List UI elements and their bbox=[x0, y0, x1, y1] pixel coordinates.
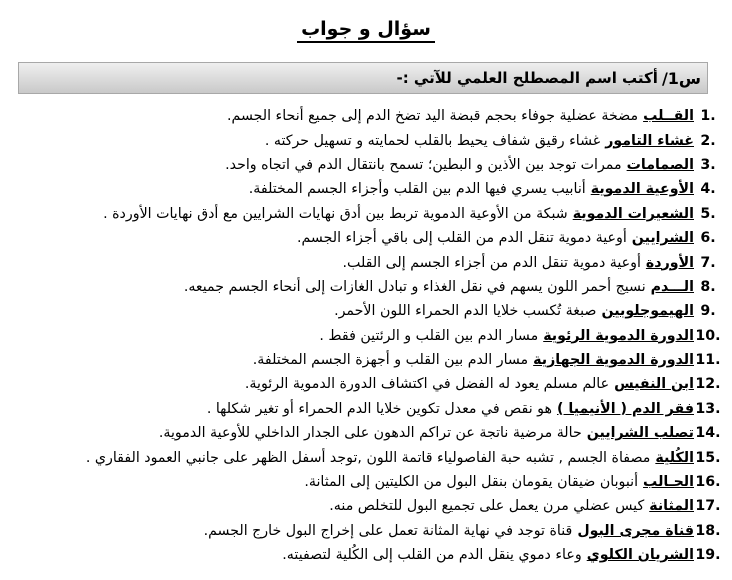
question-text: أكتب اسم المصطلح العلمي للآتي :- bbox=[396, 69, 658, 87]
list-item bbox=[10, 397, 722, 421]
list-item bbox=[10, 372, 722, 396]
item-term: ابن النفيس bbox=[614, 376, 694, 393]
item-definition: عالم مسلم يعود له الفضل في اكتشاف الدورة الدموية الرئوية. bbox=[244, 376, 610, 393]
item-number: 12. bbox=[695, 376, 721, 393]
list-item bbox=[10, 104, 722, 128]
list-item bbox=[10, 153, 722, 177]
item-definition: نسيج أحمر اللون يسهم في نقل الغذاء و تبادل الغازات إلى أنحاء الجسم جميعه. bbox=[183, 278, 646, 295]
list-item bbox=[10, 519, 722, 543]
list-item bbox=[10, 299, 722, 323]
list-item bbox=[10, 324, 722, 348]
item-definition: كيس عضلي مرن يعمل على تجميع البول للتخلص منه. bbox=[329, 498, 645, 515]
item-definition: حالة مرضية ناتجة عن تراكم الدهون على الجدار الداخلي للأوعية الدموية. bbox=[158, 425, 582, 442]
item-definition: ممرات توجد بين الأذين و البطين؛ تسمح بانتقال الدم في اتجاه واحد. bbox=[225, 156, 622, 173]
item-number: 3. bbox=[700, 156, 716, 173]
item-number: 18. bbox=[695, 522, 721, 539]
item-number: 11. bbox=[695, 352, 721, 369]
item-number: 8. bbox=[700, 278, 716, 295]
item-number: 19. bbox=[695, 547, 721, 564]
item-definition: مسار الدم بين القلب و أجهزة الجسم المختلفة. bbox=[252, 352, 529, 369]
item-definition: غشاء رقيق شفاف يحيط بالقلب لحمايته و تسهيل حركته . bbox=[264, 132, 601, 149]
item-term: تصلب الشرايين bbox=[586, 425, 694, 442]
item-term: الـــدم bbox=[650, 278, 694, 295]
item-number: 17. bbox=[695, 498, 721, 515]
list-item bbox=[10, 421, 722, 445]
item-definition: مسار الدم بين القلب و الرئتين فقط . bbox=[319, 327, 539, 344]
item-number: 1. bbox=[700, 108, 716, 125]
page-title-text: سؤال و جواب bbox=[297, 18, 435, 43]
item-number: 16. bbox=[695, 474, 721, 491]
item-definition: شبكة من الأوعية الدموية تربط بين أدق نهايات الشرايين مع أدق نهايات الأوردة . bbox=[103, 205, 568, 222]
item-term: غشاء التامور bbox=[605, 132, 694, 149]
item-number: 14. bbox=[695, 425, 721, 442]
item-term: المثانة bbox=[649, 498, 694, 515]
item-term: الشعيرات الدموية bbox=[572, 205, 694, 222]
question-header bbox=[18, 62, 708, 94]
item-term: الأوردة bbox=[645, 254, 694, 271]
list-item bbox=[10, 470, 722, 494]
item-number: 13. bbox=[695, 400, 721, 417]
item-number: 15. bbox=[695, 449, 721, 466]
item-definition: هو نقص في معدل تكوين خلايا الدم الحمراء أو تغير شكلها . bbox=[206, 400, 552, 417]
item-term: الشريان الكلوي bbox=[586, 547, 694, 564]
list-item bbox=[10, 250, 722, 274]
list-item bbox=[10, 202, 722, 226]
item-number: 9. bbox=[700, 303, 716, 320]
item-term: الدورة الدموية الرئوية bbox=[543, 327, 694, 344]
item-term: الصمامات bbox=[626, 156, 694, 173]
item-definition: أنبوبان ضيقان يقومان بنقل البول من الكليتين إلى المثانة. bbox=[304, 474, 639, 491]
list-item bbox=[10, 226, 722, 250]
list-item bbox=[10, 543, 722, 567]
terms-list bbox=[10, 104, 722, 567]
page-title bbox=[0, 18, 732, 40]
item-number: 5. bbox=[700, 205, 716, 222]
list-item bbox=[10, 445, 722, 469]
item-term: الحـالب bbox=[643, 474, 694, 491]
item-definition: وعاء دموي ينقل الدم من القلب إلى الكُلية لتصفيته. bbox=[282, 547, 582, 564]
item-term: الدورة الدموية الجهازية bbox=[533, 352, 694, 369]
item-definition: مضخة عضلية جوفاء بحجم قبضة اليد تضخ الدم إلى جميع أنحاء الجسم. bbox=[227, 108, 639, 125]
question-label: س1/ bbox=[661, 68, 701, 88]
list-item bbox=[10, 348, 722, 372]
item-definition: قناة توجد في نهاية المثانة تعمل على إخراج البول خارج الجسم. bbox=[203, 522, 573, 539]
list-item bbox=[10, 494, 722, 518]
item-definition: صبغة تُكسب خلايا الدم الحمراء اللون الأحمر. bbox=[334, 303, 597, 320]
list-item bbox=[10, 275, 722, 299]
item-term: الشرايين bbox=[631, 230, 694, 247]
item-term: الأوعية الدموية bbox=[590, 181, 694, 198]
item-term: قناة مجرى البول bbox=[577, 522, 694, 539]
item-term: فقر الدم ( الأنيميا ) bbox=[556, 400, 694, 417]
item-definition: مصفاة الجسم , تشبه حبة الفاصولياء قاتمة اللون ,توجد أسفل الظهر على جانبي العمود الفقاري . bbox=[85, 449, 651, 466]
item-number: 6. bbox=[700, 230, 716, 247]
list-item bbox=[10, 177, 722, 201]
item-definition: أوعية دموية تنقل الدم من القلب إلى باقي أجزاء الجسم. bbox=[296, 230, 627, 247]
item-number: 7. bbox=[700, 254, 716, 271]
item-number: 4. bbox=[700, 181, 716, 198]
item-term: الهيموجلوبين bbox=[601, 303, 694, 320]
item-term: الكُلية bbox=[655, 449, 694, 466]
list-item bbox=[10, 128, 722, 152]
item-term: القــلب bbox=[643, 108, 694, 125]
item-definition: أنابيب يسري فيها الدم بين القلب وأجزاء الجسم المختلفة. bbox=[248, 181, 586, 198]
item-number: 2. bbox=[700, 132, 716, 149]
item-number: 10. bbox=[695, 327, 721, 344]
item-definition: أوعية دموية تنقل الدم من أجزاء الجسم إلى القلب. bbox=[342, 254, 641, 271]
